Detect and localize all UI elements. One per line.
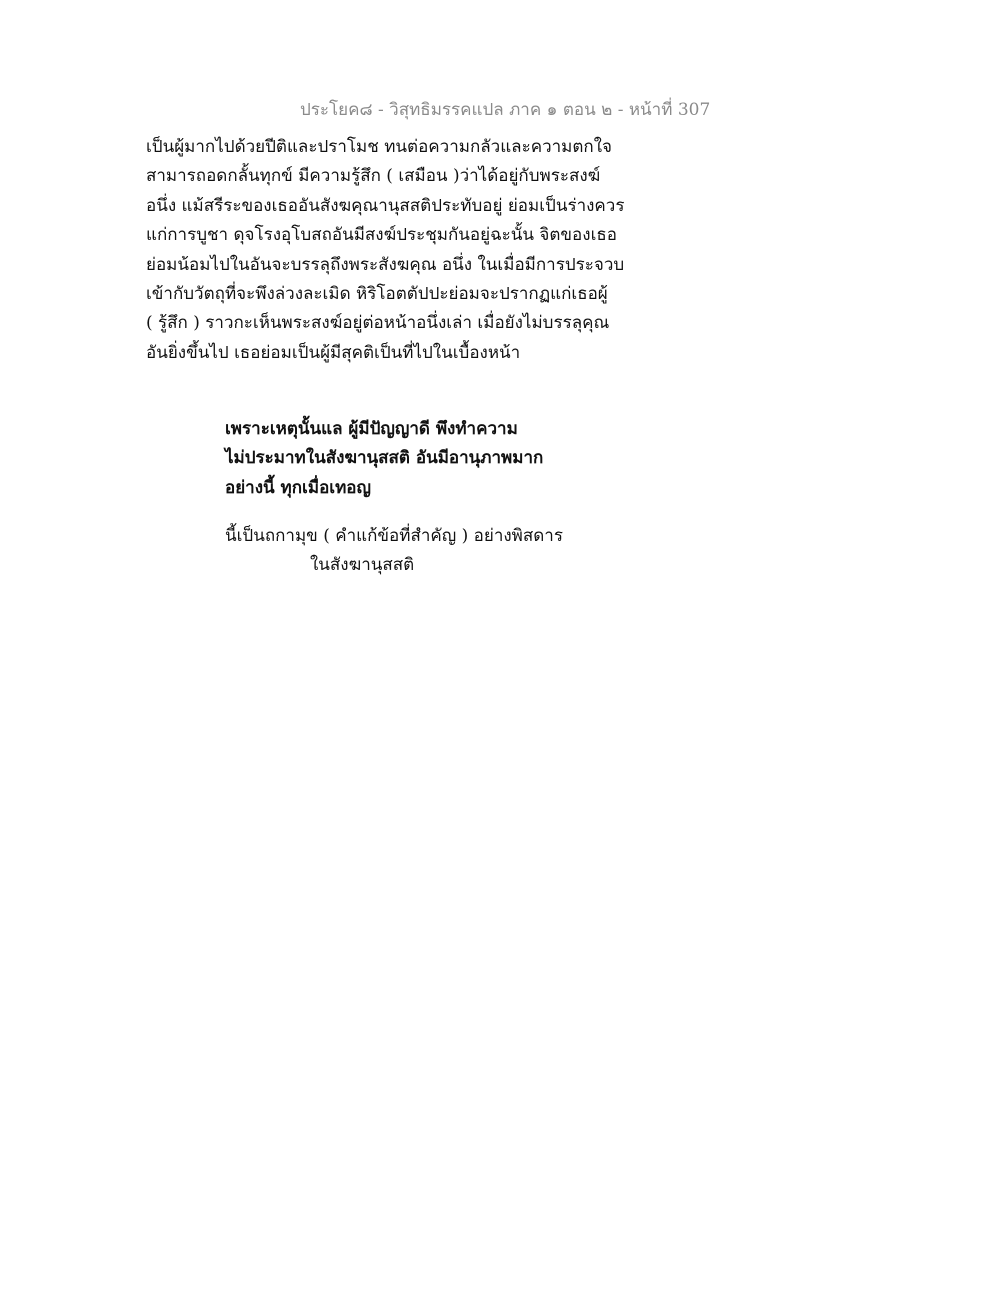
paragraph-line: ( รู้สึก ) ราวกะเห็นพระสงฆ์อยู่ต่อหน้าอนึ่งเล่า เมื่อยังไม่บรรลุคุณ — [146, 313, 610, 334]
verse-line: อย่างนี้ ทุกเมื่อเทอญ — [225, 477, 371, 498]
body-paragraph — [146, 133, 666, 368]
note-line: นี้เป็นถกามุข ( คำแก้ข้อที่สำคัญ ) อย่างพิสดาร — [225, 526, 563, 546]
verse-block — [225, 415, 645, 503]
paragraph-line: อันยิ่งขึ้นไป เธอย่อมเป็นผู้มีสุคติเป็นที่ไปในเบื้องหน้า — [146, 342, 521, 363]
verse-line: เพราะเหตุนั้นแล ผู้มีปัญญาดี พึงทำความ — [225, 419, 518, 439]
note-line-indented: ในสังฆานุสสติ — [310, 555, 415, 576]
paragraph-line: สามารถอดกลั้นทุกข์ มีความรู้สึก ( เสมือน )ว่าได้อยู่กับพระสงฆ์ — [146, 166, 601, 187]
paragraph-line: แก่การบูชา ดุจโรงอุโบสถอันมีสงฆ์ประชุมกันอยู่ฉะนั้น จิตของเธอ — [146, 225, 617, 246]
closing-note — [225, 522, 645, 581]
verse-line: ไม่ประมาทในสังฆานุสสติ อันมีอานุภาพมาก — [225, 448, 544, 469]
paragraph-line: ย่อมน้อมไปในอันจะบรรลุถึงพระสังฆคุณ อนึ่ง ในเมื่อมีการประจวบ — [146, 254, 625, 275]
paragraph-line: อนึ่ง แม้สรีระของเธออันสังฆคุณานุสสติประทับอยู่ ย่อมเป็นร่างควร — [146, 195, 625, 216]
running-header: ประโยค๘ - วิสุทธิมรรคแปล ภาค ๑ ตอน ๒ - หน้าที่ 307 — [300, 100, 711, 120]
paragraph-line: เป็นผู้มากไปด้วยปีติและปราโมช ทนต่อความกลัวและความตกใจ — [146, 137, 612, 157]
paragraph-line: เข้ากับวัตถุที่จะพึงล่วงละเมิด หิริโอตตัปปะย่อมจะปรากฏแก่เธอผู้ — [146, 284, 608, 305]
